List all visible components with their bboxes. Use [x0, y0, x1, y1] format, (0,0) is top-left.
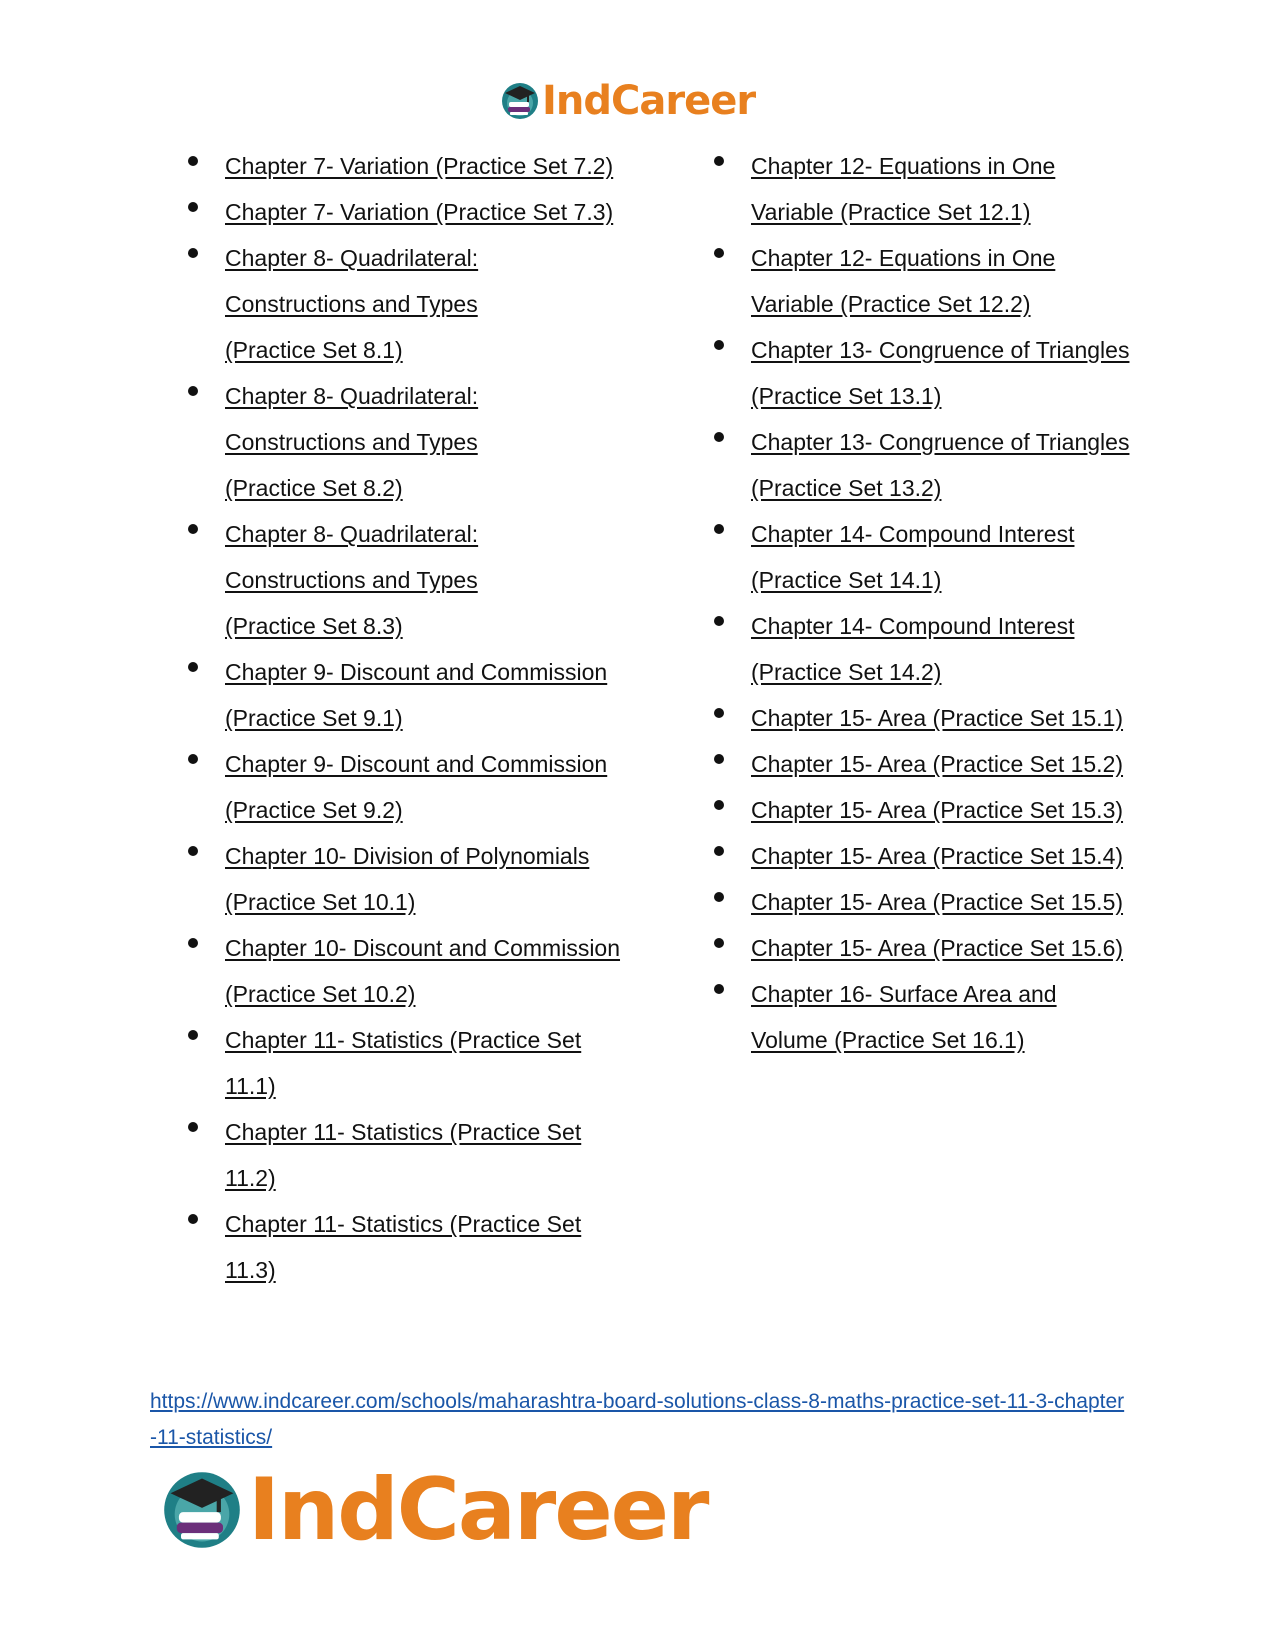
list-item [185, 1201, 625, 1293]
chapter-link[interactable]: Chapter 15- Area (Practice Set 15.2) [751, 751, 1124, 777]
bullet-icon [714, 156, 724, 166]
chapter-link[interactable]: Chapter 8- Quadrilateral: Constructions and Types (Practice Set 8.3) [225, 521, 479, 639]
list-item [185, 649, 625, 741]
right-chapter-list [711, 143, 1131, 1063]
bullet-icon [188, 662, 198, 672]
logo-text: IndCareer [248, 1460, 708, 1560]
chapter-link[interactable]: Chapter 8- Quadrilateral: Constructions and Types (Practice Set 8.1) [225, 245, 479, 363]
bullet-icon [188, 156, 198, 166]
list-item [185, 235, 565, 373]
chapter-link[interactable]: Chapter 7- Variation (Practice Set 7.2) [225, 153, 614, 179]
bullet-icon [188, 1214, 198, 1224]
list-item [185, 143, 625, 189]
list-item [185, 189, 625, 235]
chapter-link[interactable]: Chapter 9- Discount and Commission (Practice Set 9.2) [225, 751, 608, 823]
list-item [711, 741, 1131, 787]
left-chapter-list [185, 143, 625, 1293]
graduation-cap-book-icon [160, 1468, 244, 1552]
list-item [711, 695, 1131, 741]
bullet-icon [714, 524, 724, 534]
bullet-icon [714, 432, 724, 442]
bullet-icon [188, 1122, 198, 1132]
list-item [711, 419, 1131, 511]
list-item [711, 879, 1131, 925]
chapter-link[interactable]: Chapter 11- Statistics (Practice Set 11.1) [225, 1027, 582, 1099]
list-item [185, 833, 625, 925]
chapter-link[interactable]: Chapter 13- Congruence of Triangles (Practice Set 13.2) [751, 429, 1130, 501]
chapter-link[interactable]: Chapter 15- Area (Practice Set 15.1) [751, 705, 1124, 731]
bullet-icon [714, 892, 724, 902]
bullet-icon [714, 616, 724, 626]
bullet-icon [188, 202, 198, 212]
bullet-icon [714, 846, 724, 856]
bullet-icon [188, 754, 198, 764]
chapter-link[interactable]: Chapter 12- Equations in One Variable (Practice Set 12.1) [751, 153, 1056, 225]
chapter-link[interactable]: Chapter 8- Quadrilateral: Constructions and Types (Practice Set 8.2) [225, 383, 479, 501]
chapter-link[interactable]: Chapter 7- Variation (Practice Set 7.3) [225, 199, 614, 225]
bullet-icon [188, 1030, 198, 1040]
chapter-link[interactable]: Chapter 15- Area (Practice Set 15.5) [751, 889, 1124, 915]
bullet-icon [188, 248, 198, 258]
list-item [185, 925, 625, 1017]
list-item [185, 1109, 625, 1201]
chapter-link[interactable]: Chapter 15- Area (Practice Set 15.4) [751, 843, 1124, 869]
chapter-link[interactable]: Chapter 10- Discount and Commission (Practice Set 10.2) [225, 935, 621, 1007]
list-item [711, 603, 1131, 695]
chapter-link[interactable]: Chapter 15- Area (Practice Set 15.6) [751, 935, 1124, 961]
bullet-icon [714, 800, 724, 810]
bullet-icon [714, 708, 724, 718]
bullet-icon [714, 984, 724, 994]
list-item [185, 741, 625, 833]
graduation-cap-book-icon [500, 81, 540, 121]
bullet-icon [714, 938, 724, 948]
bullet-icon [188, 938, 198, 948]
list-item [711, 327, 1131, 419]
list-item [185, 373, 565, 511]
list-item [711, 511, 1131, 603]
list-item [711, 971, 1131, 1063]
bullet-icon [714, 248, 724, 258]
chapter-link[interactable]: Chapter 15- Area (Practice Set 15.3) [751, 797, 1124, 823]
footer-logo [160, 1460, 707, 1560]
chapter-link[interactable]: Chapter 13- Congruence of Triangles (Practice Set 13.1) [751, 337, 1130, 409]
bullet-icon [188, 846, 198, 856]
list-item [711, 925, 1131, 971]
list-item [185, 1017, 625, 1109]
bullet-icon [714, 754, 724, 764]
chapter-link[interactable]: Chapter 12- Equations in One Variable (Practice Set 12.2) [751, 245, 1056, 317]
header-logo [500, 78, 755, 124]
logo-text: IndCareer [542, 78, 756, 124]
chapter-link[interactable]: Chapter 14- Compound Interest (Practice Set 14.2) [751, 613, 1075, 685]
list-item [711, 143, 1131, 235]
list-item [711, 833, 1131, 879]
list-item [185, 511, 565, 649]
list-item [711, 787, 1131, 833]
bullet-icon [714, 340, 724, 350]
bullet-icon [188, 386, 198, 396]
chapter-link[interactable]: Chapter 11- Statistics (Practice Set 11.3) [225, 1211, 582, 1283]
bullet-icon [188, 524, 198, 534]
chapter-link[interactable]: Chapter 9- Discount and Commission (Practice Set 9.1) [225, 659, 608, 731]
chapter-link[interactable]: Chapter 11- Statistics (Practice Set 11.2) [225, 1119, 582, 1191]
chapter-link[interactable]: Chapter 10- Division of Polynomials (Practice Set 10.1) [225, 843, 590, 915]
chapter-link[interactable]: Chapter 16- Surface Area and Volume (Practice Set 16.1) [751, 981, 1057, 1053]
chapter-link[interactable]: Chapter 14- Compound Interest (Practice Set 14.1) [751, 521, 1075, 593]
list-item [711, 235, 1131, 327]
source-url-link[interactable]: https://www.indcareer.com/schools/maharashtra-board-solutions-class-8-maths-practice-set-11-3-chapter-11-statistics/ [150, 1390, 1125, 1449]
